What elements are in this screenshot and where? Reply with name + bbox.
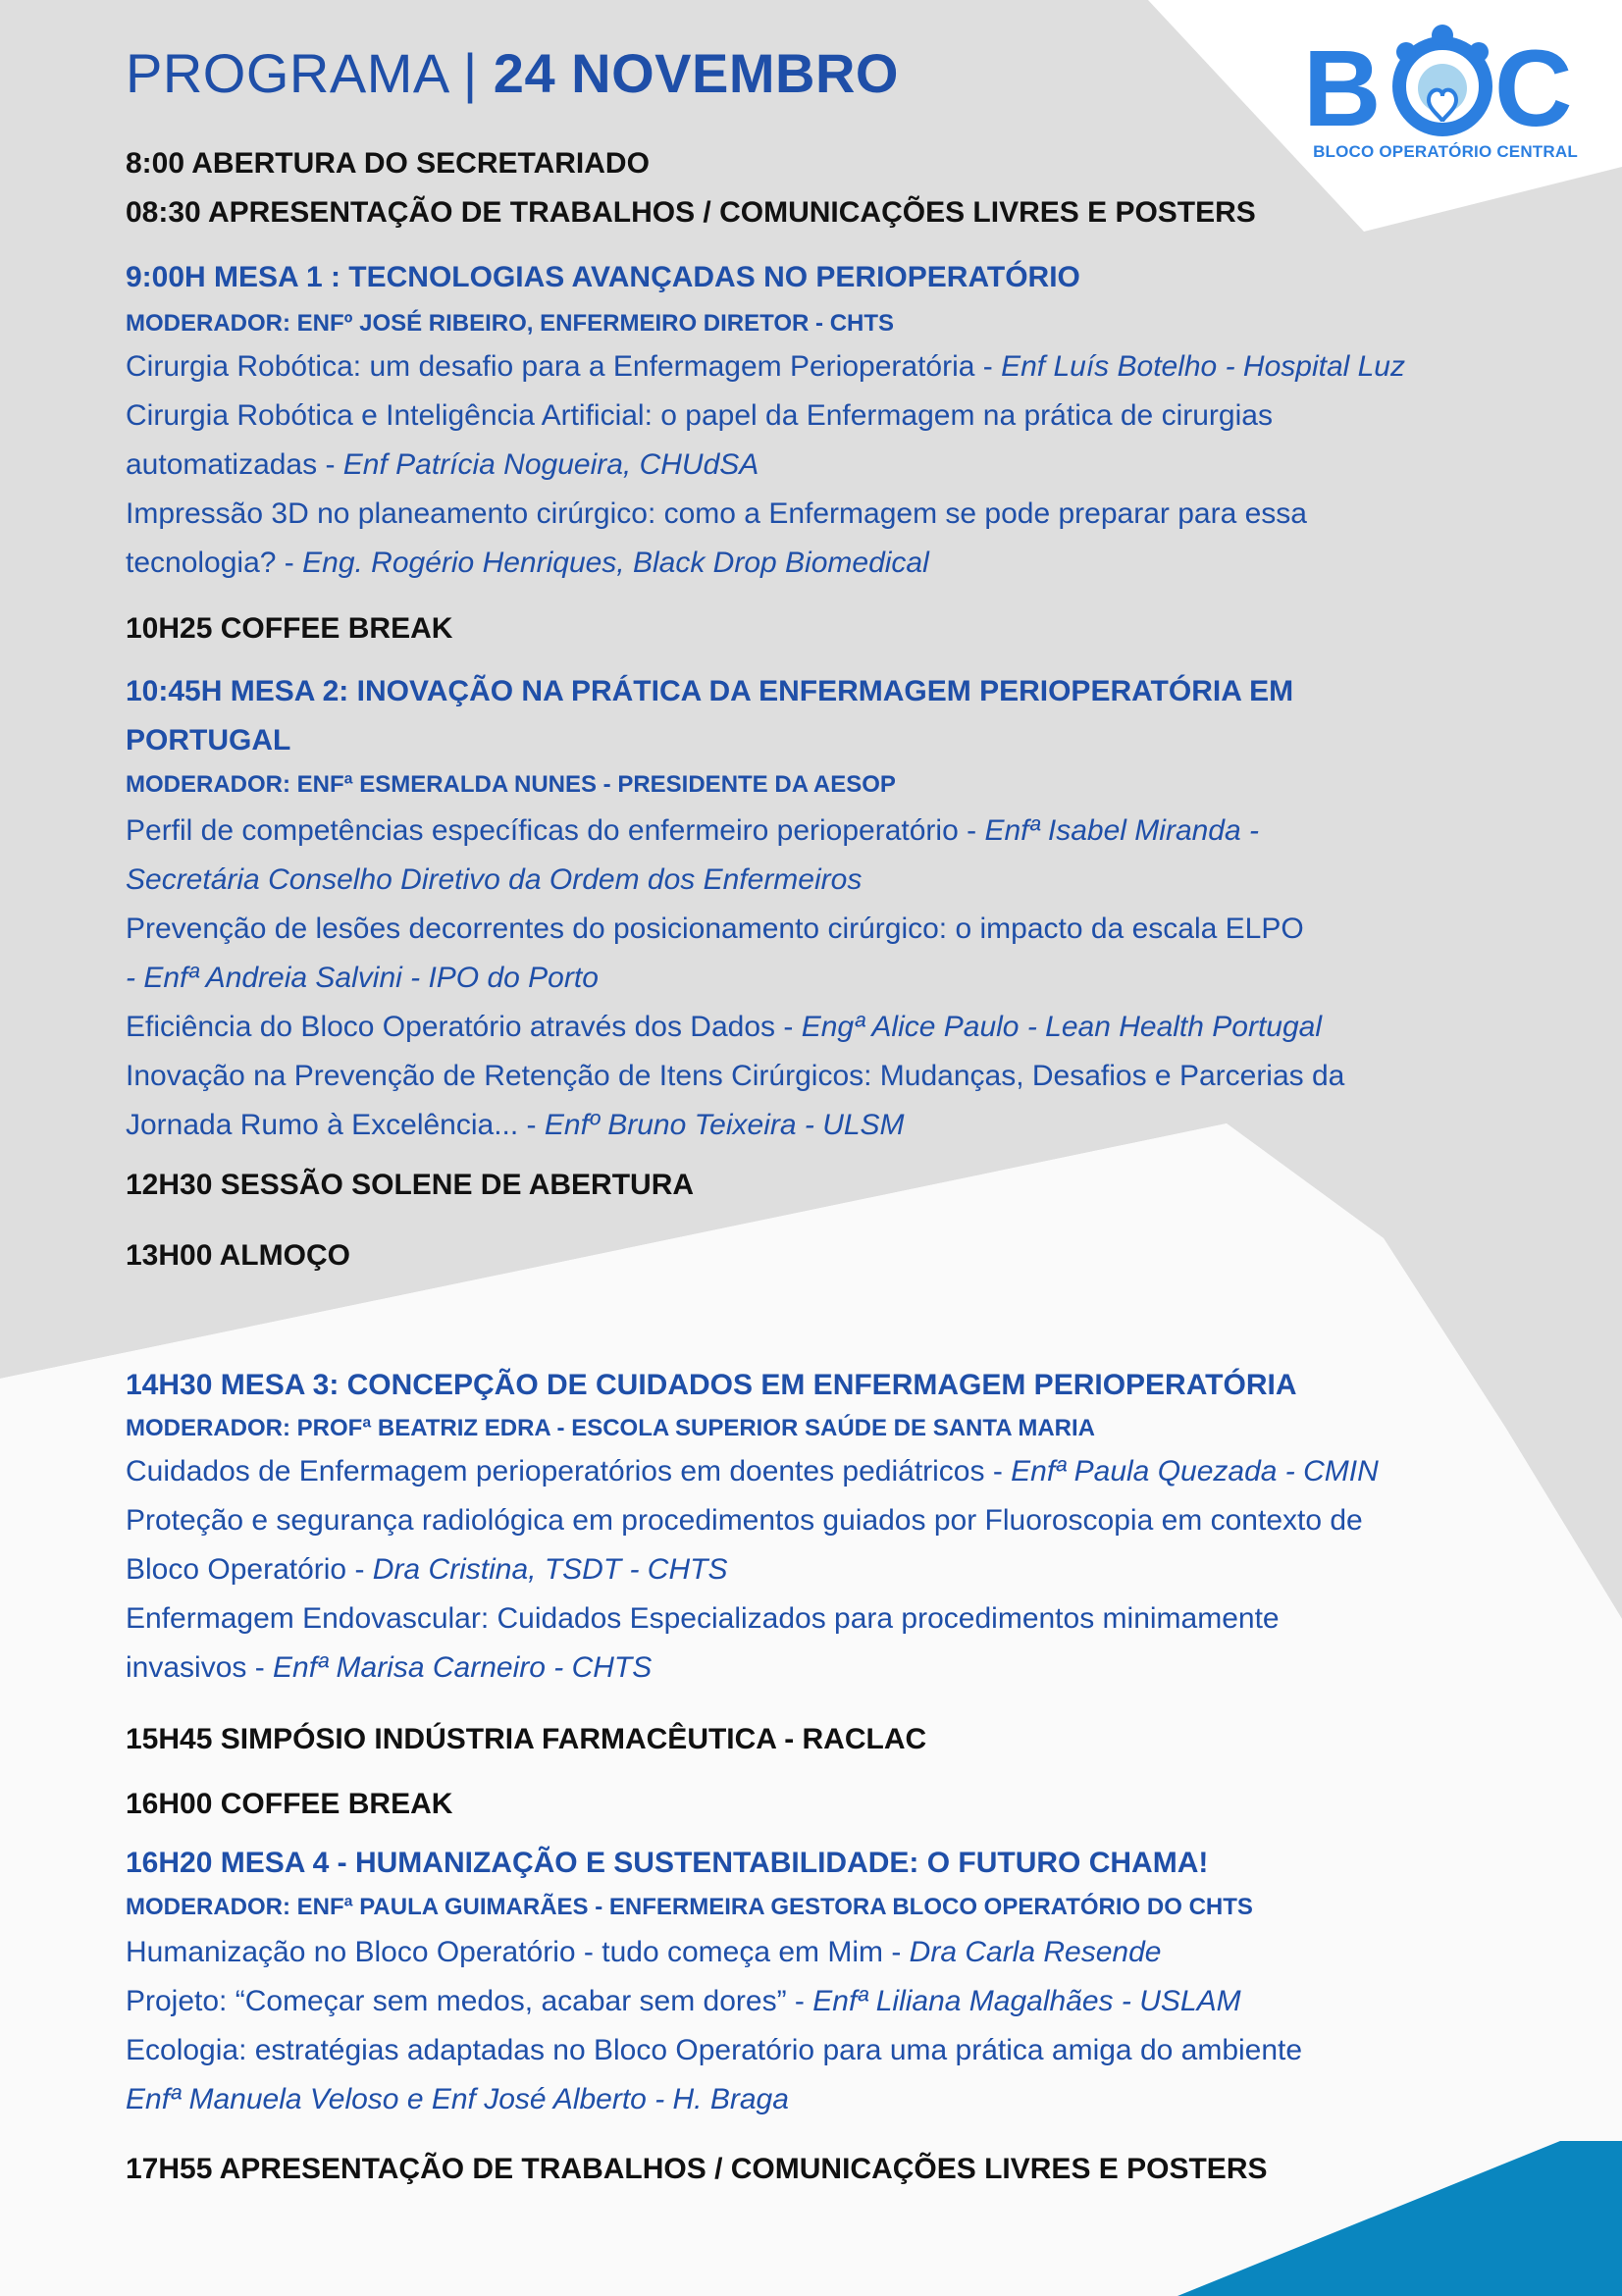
talk-item (126, 962, 1548, 995)
session-moderator: MODERADOR: PROFª BEATRIZ EDRA - ESCOLA SUPERIOR SAÚDE DE SANTA MARIA (126, 1415, 1096, 1441)
talk-title: Cuidados de Enfermagem perioperatórios em doentes pediátricos - (126, 1455, 1012, 1487)
talk-speaker: Enfª Liliana Magalhães - USLAM (812, 1985, 1241, 2017)
session-moderator: MODERADOR: ENFº JOSÉ RIBEIRO, ENFERMEIRO DIRETOR - CHTS (126, 310, 895, 337)
session-title: 16H20 MESA 4 - HUMANIZAÇÃO E SUSTENTABILIDADE: O FUTURO CHAMA! (126, 1847, 1209, 1879)
talk-speaker: Enfª Marisa Carneiro - CHTS (273, 1651, 653, 1684)
title-separator: | (462, 42, 478, 104)
talk-item (126, 863, 1548, 897)
talk-speaker: Dra Carla Resende (909, 1936, 1162, 1968)
talk-title: Perfil de competências específicas do enfermeiro perioperatório - (126, 814, 985, 847)
talk-speaker: Eng. Rogério Henriques, Black Drop Biomedical (302, 547, 929, 579)
talk-title: Inovação na Prevenção de Retenção de Itens Cirúrgicos: Mudanças, Desafios e Parcerias da (126, 1060, 1345, 1092)
talk-title: invasivos - (126, 1651, 274, 1684)
logo-subtitle: BLOCO OPERATÓRIO CENTRAL (1313, 142, 1578, 161)
talk-speaker: Secretária Conselho Diretivo da Ordem dos Enfermeiros (126, 863, 863, 896)
talk-title: Cirurgia Robótica e Inteligência Artificial: o papel da Enfermagem na prática de cirurgias (126, 399, 1273, 432)
talk-item (126, 1504, 1548, 1538)
talk-title: Proteção e segurança radiológica em procedimentos guiados por Fluoroscopia em contexto de (126, 1504, 1363, 1537)
logo-letter-c: C (1494, 28, 1573, 149)
talk-item (126, 814, 1548, 848)
session-title: PORTUGAL (126, 724, 291, 757)
page-title (126, 41, 899, 105)
session-title: 14H30 MESA 3: CONCEPÇÃO DE CUIDADOS EM ENFERMAGEM PERIOPERATÓRIA (126, 1369, 1297, 1401)
talk-item (126, 1651, 1548, 1685)
talk-speaker: Enfª Paula Quezada - CMIN (1011, 1455, 1379, 1487)
talk-speaker: Dra Cristina, TSDT - CHTS (372, 1553, 728, 1586)
session-title: 9:00H MESA 1 : TECNOLOGIAS AVANÇADAS NO PERIOPERATÓRIO (126, 261, 1080, 293)
talk-speaker: Enfª Isabel Miranda - (984, 814, 1260, 847)
talk-title: Humanização no Bloco Operatório - tudo começa em Mim - (126, 1936, 910, 1968)
talk-item (126, 1936, 1548, 1969)
talk-item (126, 1553, 1548, 1587)
talk-speaker: Engª Alice Paulo - Lean Health Portugal (801, 1011, 1323, 1043)
talk-item (126, 399, 1548, 433)
logo-letter-b: B (1303, 28, 1382, 149)
talk-item (126, 1985, 1548, 2018)
talk-speaker: Enfº Bruno Teixeira - ULSM (544, 1109, 905, 1141)
talk-title: tecnologia? - (126, 547, 303, 579)
schedule-item: 10H25 COFFEE BREAK (126, 612, 453, 645)
talk-speaker: Enf Patrícia Nogueira, CHUdSA (342, 448, 759, 481)
talk-title: Impressão 3D no planeamento cirúrgico: como a Enfermagem se pode preparar para essa (126, 497, 1307, 530)
talk-title: automatizadas - (126, 448, 343, 481)
talk-title: Ecologia: estratégias adaptadas no Bloco Operatório para uma prática amiga do ambiente (126, 2034, 1303, 2066)
schedule-item: 8:00 ABERTURA DO SECRETARIADO (126, 147, 650, 180)
talk-item (126, 2034, 1548, 2067)
talk-title: Bloco Operatório - (126, 1553, 373, 1586)
talk-title: Projeto: “Começar sem medos, acabar sem dores” - (126, 1985, 813, 2017)
talk-item (126, 1455, 1548, 1488)
talk-item (126, 913, 1548, 946)
schedule-item: 13H00 ALMOÇO (126, 1239, 350, 1272)
talk-item (126, 1109, 1548, 1142)
talk-item (126, 350, 1548, 384)
title-date: 24 NOVEMBRO (493, 42, 899, 104)
schedule-item: 16H00 COFFEE BREAK (126, 1788, 453, 1820)
title-prefix: PROGRAMA (126, 42, 447, 104)
schedule-item: 17H55 APRESENTAÇÃO DE TRABALHOS / COMUNICAÇÕES LIVRES E POSTERS (126, 2153, 1268, 2185)
talk-item (126, 1602, 1548, 1636)
schedule-item: 15H45 SIMPÓSIO INDÚSTRIA FARMACÊUTICA - RACLAC (126, 1723, 927, 1755)
schedule-item: 12H30 SESSÃO SOLENE DE ABERTURA (126, 1169, 695, 1201)
talk-speaker: Enf Luís Botelho - Hospital Luz (1001, 350, 1405, 383)
talk-item (126, 1060, 1548, 1093)
schedule-item: 08:30 APRESENTAÇÃO DE TRABALHOS / COMUNICAÇÕES LIVRES E POSTERS (126, 196, 1256, 229)
talk-title: Cirurgia Robótica: um desafio para a Enfermagem Perioperatória - (126, 350, 1002, 383)
talk-title: Enfermagem Endovascular: Cuidados Especializados para procedimentos minimamente (126, 1602, 1280, 1635)
talk-item (126, 547, 1548, 580)
talk-title: Prevenção de lesões decorrentes do posicionamento cirúrgico: o impacto da escala ELPO (126, 913, 1304, 945)
talk-item (126, 497, 1548, 531)
logo-team-circle-icon (1396, 25, 1489, 130)
talk-speaker: Enfª Manuela Veloso e Enf José Alberto - H. Braga (126, 2083, 789, 2115)
session-title: 10:45H MESA 2: INOVAÇÃO NA PRÁTICA DA ENFERMAGEM PERIOPERATÓRIA EM (126, 675, 1294, 707)
talk-item (126, 2083, 1548, 2116)
talk-item (126, 448, 1548, 482)
talk-title: Jornada Rumo à Excelência... - (126, 1109, 545, 1141)
session-moderator: MODERADOR: ENFª ESMERALDA NUNES - PRESIDENTE DA AESOP (126, 771, 896, 798)
talk-title: Eficiência do Bloco Operatório através dos Dados - (126, 1011, 802, 1043)
talk-speaker: - Enfª Andreia Salvini - IPO do Porto (126, 962, 599, 994)
talk-item (126, 1011, 1548, 1044)
session-moderator: MODERADOR: ENFª PAULA GUIMARÃES - ENFERMEIRA GESTORA BLOCO OPERATÓRIO DO CHTS (126, 1894, 1253, 1920)
